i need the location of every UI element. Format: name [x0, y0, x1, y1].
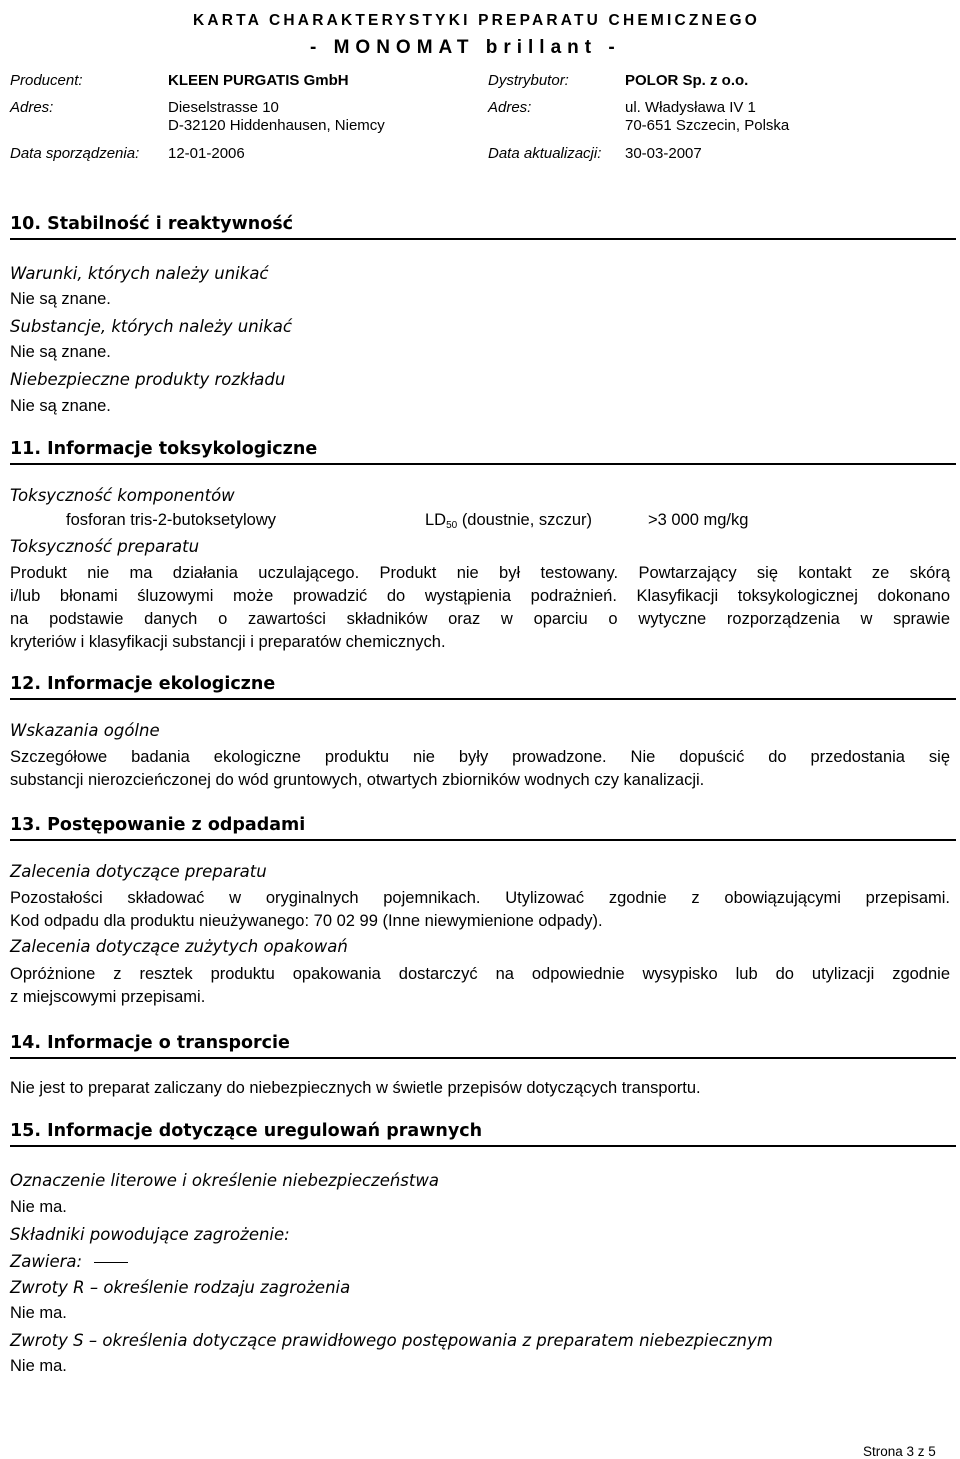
s11-ld50-value: >3 000 mg/kg	[648, 511, 749, 529]
s10-decomposition-heading: Niebezpieczne produkty rozkładu	[10, 370, 286, 389]
s15-s-phrases-text: Nie ma.	[10, 1357, 67, 1375]
product-name: - MONOMAT brillant -	[310, 37, 621, 58]
section-15-title: 15. Informacje dotyczące uregulowań prawnych	[10, 1121, 483, 1141]
section-divider	[10, 238, 956, 240]
s11-paragraph-line: i/lub błonami śluzowymi może prowadzić do wystąpienia podrażnień. Klasyfikacji toksykologicznej dokonano	[10, 587, 950, 605]
section-divider	[10, 463, 956, 465]
section-divider	[10, 1145, 956, 1147]
s13-paragraph-line: Pozostałości składować w oryginalnych pojemnikach. Utylizować zgodnie z obowiązującymi przepisami.	[10, 889, 950, 907]
s10-decomposition-text: Nie są znane.	[10, 397, 111, 415]
distributor-label: Dystrybutor:	[488, 72, 569, 89]
s11-preparation-heading: Toksyczność preparatu	[10, 537, 200, 556]
section-divider	[10, 698, 956, 700]
created-date-label: Data sporządzenia:	[10, 145, 140, 162]
s13-paragraph-line: z miejscowymi przepisami.	[10, 988, 206, 1006]
s10-avoid-substances-heading: Substancje, których należy unikać	[10, 317, 292, 336]
s13-paragraph-line: Kod odpadu dla produktu nieużywanego: 70 02 99 (Inne niewymienione odpady).	[10, 912, 603, 930]
section-11-title: 11. Informacje toksykologiczne	[10, 439, 318, 459]
s13-preparation-heading: Zalecenia dotyczące preparatu	[10, 862, 267, 881]
created-date-value: 12-01-2006	[168, 145, 245, 162]
section-divider	[10, 1057, 956, 1059]
address-right-line2: 70-651 Szczecin, Polska	[625, 117, 790, 134]
section-divider	[10, 839, 956, 841]
s15-hazardous-components-heading: Składniki powodujące zagrożenie:	[10, 1225, 290, 1244]
producer-value: KLEEN PURGATIS GmbH	[168, 72, 349, 89]
s11-paragraph-line: na podstawie danych o zawartości składników oraz w oparciu o wytyczne rozporządzenia w sprawie	[10, 610, 950, 628]
section-12-title: 12. Informacje ekologiczne	[10, 674, 276, 694]
updated-date-value: 30-03-2007	[625, 145, 702, 162]
s15-s-phrases-heading: Zwroty S – określenia dotyczące prawidłowego postępowania z preparatem niebezpiecznym	[10, 1331, 773, 1350]
address-left-line2: D-32120 Hiddenhausen, Niemcy	[168, 117, 385, 134]
updated-date-label: Data aktualizacji:	[488, 145, 602, 162]
s14-text: Nie jest to preparat zaliczany do niebezpiecznych w świetle przepisów dotyczących transportu.	[10, 1079, 701, 1097]
s13-packaging-heading: Zalecenia dotyczące zużytych opakowań	[10, 937, 348, 956]
address-label-right: Adres:	[488, 99, 532, 116]
document-title: KARTA CHARAKTERYSTYKI PREPARATU CHEMICZNEGO	[193, 12, 761, 29]
address-left-line1: Dieselstrasse 10	[168, 99, 279, 116]
s11-component-name: fosforan tris-2-butoksetylowy	[66, 511, 276, 529]
section-10-title: 10. Stabilność i reaktywność	[10, 214, 294, 234]
s11-ld50: $LD_{50}$ (doustnie, szczur)	[425, 511, 593, 531]
page-number: Strona 3 z 5	[863, 1444, 936, 1459]
empty-value-dash	[94, 1262, 128, 1263]
address-right-line1: ul. Władysława IV 1	[625, 99, 756, 116]
s10-avoid-substances-text: Nie są znane.	[10, 343, 111, 361]
distributor-value: POLOR Sp. z o.o.	[625, 72, 749, 89]
s12-paragraph-line: Szczegółowe badania ekologiczne produktu nie były prowadzone. Nie dopuścić do przedostania się	[10, 748, 950, 766]
s15-r-phrases-text: Nie ma.	[10, 1304, 67, 1322]
producer-label: Producent:	[10, 72, 83, 89]
address-label-left: Adres:	[10, 99, 54, 116]
s15-r-phrases-heading: Zwroty R – określenie rodzaju zagrożenia	[10, 1278, 351, 1297]
s11-paragraph-line: kryteriów i klasyfikacji substancji i preparatów chemicznych.	[10, 633, 446, 651]
s12-general-heading: Wskazania ogólne	[10, 721, 160, 740]
section-13-title: 13. Postępowanie z odpadami	[10, 815, 306, 835]
s11-components-heading: Toksyczność komponentów	[10, 486, 235, 505]
s15-symbols-heading: Oznaczenie literowe i określenie niebezpieczeństwa	[10, 1171, 439, 1190]
s11-paragraph-line: Produkt nie ma działania uczulającego. Produkt nie był testowany. Powtarzający się kontakt ze skórą	[10, 564, 950, 582]
s10-avoid-conditions-text: Nie są znane.	[10, 290, 111, 308]
s13-paragraph-line: Opróżnione z resztek produktu opakowania dostarczyć na odpowiednie wysypisko lub do utylizacji zgodnie	[10, 965, 950, 983]
s10-avoid-conditions-heading: Warunki, których należy unikać	[10, 264, 269, 283]
s15-symbols-text: Nie ma.	[10, 1198, 67, 1216]
section-14-title: 14. Informacje o transporcie	[10, 1033, 290, 1053]
s15-contains-heading: Zawiera:	[10, 1252, 128, 1271]
s12-paragraph-line: substancji nierozcieńczonej do wód gruntowych, otwartych zbiorników wodnych czy kanalizacji.	[10, 771, 705, 789]
